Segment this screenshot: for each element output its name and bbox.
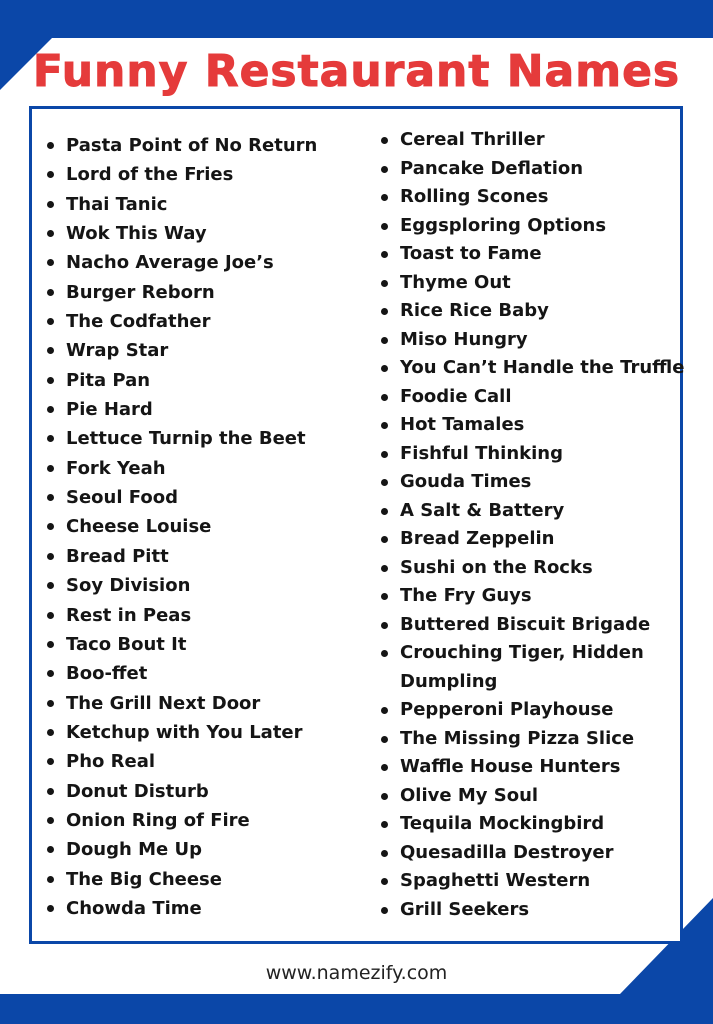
list-item: The Codfather [47,307,347,336]
list-item: Gouda Times [381,468,681,497]
list-item: Quesadilla Destroyer [381,839,681,868]
list-item: Onion Ring of Fire [47,806,347,835]
list-item: The Missing Pizza Slice [381,725,681,754]
list-item: Wrap Star [47,336,347,365]
list-item: Rest in Peas [47,601,347,630]
website-url: www.namezify.com [265,962,448,984]
list-item: Burger Reborn [47,278,347,307]
list-item: Fork Yeah [47,454,347,483]
list-item: Bread Pitt [47,542,347,571]
list-item: Hot Tamales [381,411,681,440]
list-item: Soy Division [47,571,347,600]
list-item: A Salt & Battery [381,497,681,526]
list-item: Ketchup with You Later [47,718,347,747]
list-item: Pepperoni Playhouse [381,696,681,725]
list-item: Donut Disturb [47,777,347,806]
list-item: Crouching Tiger, Hidden Dumpling [381,639,660,696]
list-item: Dough Me Up [47,835,347,864]
list-item: Buttered Biscuit Brigade [381,611,681,640]
list-item: The Grill Next Door [47,689,347,718]
list-item: Fishful Thinking [381,440,681,469]
list-item: Thai Tanic [47,190,347,219]
list-item: Cereal Thriller [381,126,681,155]
list-item: Bread Zeppelin [381,525,681,554]
list-item: You Can’t Handle the Truffle [381,354,681,383]
names-list-right [381,126,685,924]
list-item: Rice Rice Baby [381,297,681,326]
list-item: Pancake Deflation [381,155,681,184]
list-item: Chowda Time [47,894,347,923]
list-item: The Big Cheese [47,865,347,894]
list-item: Seoul Food [47,483,347,512]
list-item: Pasta Point of No Return [47,131,347,160]
list-item: Grill Seekers [381,896,681,925]
list-item: Olive My Soul [381,782,681,811]
list-item: Waffle House Hunters [381,753,681,782]
list-item: Thyme Out [381,269,681,298]
list-item: Pho Real [47,747,347,776]
list-item: Lettuce Turnip the Beet [47,424,347,453]
list-item: Rolling Scones [381,183,681,212]
list-item: Nacho Average Joe’s [47,248,347,277]
list-item: Pita Pan [47,366,347,395]
list-item: Tequila Mockingbird [381,810,681,839]
list-item: Spaghetti Western [381,867,681,896]
list-item: Cheese Louise [47,512,347,541]
list-item: Miso Hungry [381,326,681,355]
list-item: The Fry Guys [381,582,681,611]
list-item: Taco Bout It [47,630,347,659]
list-item: Wok This Way [47,219,347,248]
list-item: Toast to Fame [381,240,681,269]
list-item: Pie Hard [47,395,347,424]
list-item: Sushi on the Rocks [381,554,681,583]
list-item: Boo-ffet [47,659,347,688]
list-item: Foodie Call [381,383,681,412]
list-item: Lord of the Fries [47,160,347,189]
page-title: Funny Restaurant Names [32,46,681,97]
names-list-left [47,131,347,923]
list-item: Eggsploring Options [381,212,681,241]
